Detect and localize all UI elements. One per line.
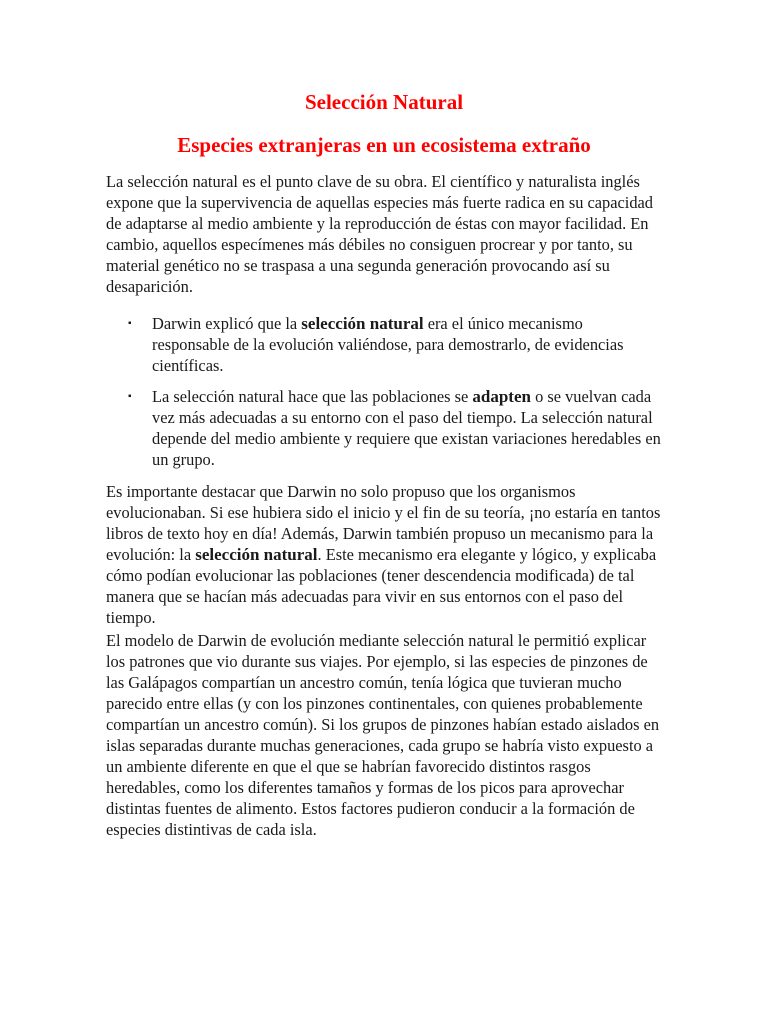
bullet-item <box>106 386 662 470</box>
document-subtitle: Especies extranjeras en un ecosistema extraño <box>177 133 591 157</box>
paragraph-galapagos: El modelo de Darwin de evolución mediante selección natural le permitió explicar los patrones que vio durante sus viajes. Por ejemplo, si las especies de pinzones de las Galápagos compartían un ancestro común, tenía lógica que tuvieran mucho parecido entre ellas (y con los pinzones continentales, con quienes probablemente compartían un ancestro común). Si los grupos de pinzones habían estado aislados en islas separadas durante muchas generaciones, cada grupo se habría visto expuesto a un ambiente diferente en que el que se habrían favorecido distintos rasgos heredables, como los diferentes tamaños y formas de los picos para aprovechar distintas fuentes de alimento. Estos factores pudieron conducir a la formación de especies distintivas de cada isla. <box>106 631 660 839</box>
bullet-bold-term: adapten <box>472 387 531 406</box>
bullet-marker-icon: ▪ <box>128 318 132 329</box>
bullet-text-before: Darwin explicó que la <box>152 314 302 333</box>
bullet-item <box>106 313 662 376</box>
paragraph-darwin-mechanism <box>106 481 662 628</box>
bullet-text-before: La selección natural hace que las poblaciones se <box>152 387 473 406</box>
bullet-text-after: era el único mecanismo responsable de la evolución valiéndose, para demostrarlo, de evidencias científicas. <box>152 314 624 375</box>
document-title: Selección Natural <box>304 90 464 114</box>
paragraph-bold-term: selección natural <box>195 545 318 564</box>
paragraph-text-after: . Este mecanismo era elegante y lógico, y explicaba cómo podían evolucionar las poblaciones (tener descendencia modificada) de tal manera que se hacían más adecuadas para vivir en sus entornos con el paso del tiempo. <box>106 545 657 627</box>
bullet-bold-term: selección natural <box>301 314 424 333</box>
bullet-text-after: o se vuelvan cada vez más adecuadas a su entorno con el paso del tiempo. La selección natural depende del medio ambiente y requiere que existan variaciones heredables en un grupo. <box>152 387 661 469</box>
intro-paragraph: La selección natural es el punto clave de su obra. El científico y naturalista inglés expone que la supervivencia de aquellas especies más fuerte radica en su capacidad de adaptarse al medio ambiente y la reproducción de éstas con mayor facilidad. En cambio, aquellos especímenes más débiles no consiguen procrear y por tanto, su material genético no se traspasa a una segunda generación provocando así su desaparición. <box>106 172 654 296</box>
paragraph-text-before: Es importante destacar que Darwin no solo propuso que los organismos evolucionaban. Si ese hubiera sido el inicio y el fin de su teoría, ¡no estaría en tantos libros de texto hoy en día! Además, Darwin también propuso un mecanismo para la evolución: la <box>106 482 661 564</box>
bullet-marker-icon: ▪ <box>128 391 132 402</box>
bullet-list <box>106 313 662 480</box>
